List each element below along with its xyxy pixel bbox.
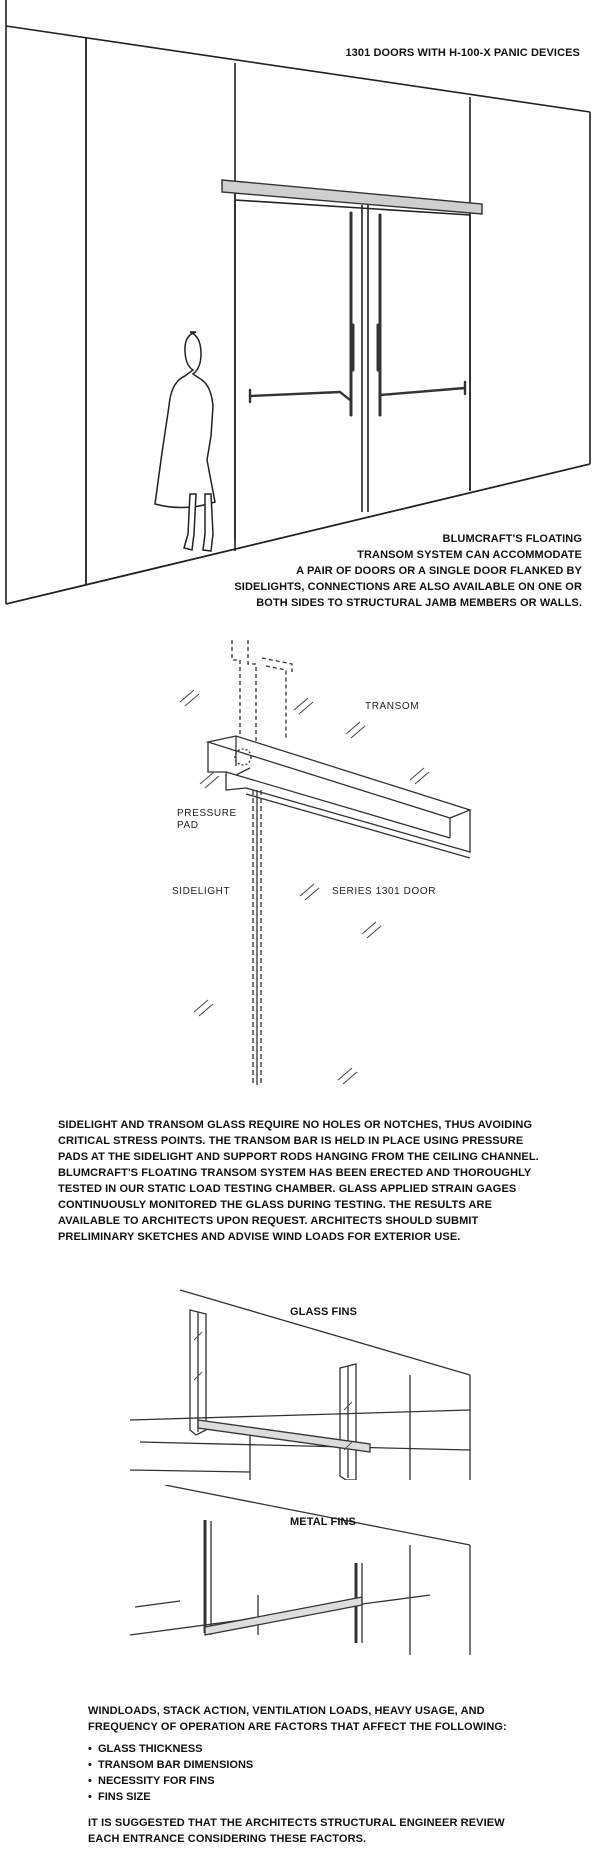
sidelight-label: SIDELIGHT xyxy=(172,886,231,897)
figure1-title: 1301 DOORS WITH H-100-X PANIC DEVICES xyxy=(345,47,580,59)
list-item: • FINS SIZE xyxy=(88,1789,253,1805)
figure1-caption xyxy=(82,531,582,611)
caption-line: A PAIR OF DOORS OR A SINGLE DOOR FLANKED BY xyxy=(296,565,582,577)
transom-bar xyxy=(222,180,482,214)
list-item: • GLASS THICKNESS xyxy=(88,1741,253,1757)
paragraph-line: CRITICAL STRESS POINTS. THE TRANSOM BAR IS HELD IN PLACE USING PRESSURE xyxy=(58,1135,524,1147)
glass-fins-label: GLASS FINS xyxy=(290,1306,358,1318)
suggestion-line: IT IS SUGGESTED THAT THE ARCHITECTS STRUCTURAL ENGINEER REVIEW xyxy=(88,1817,505,1829)
list-item: • TRANSOM BAR DIMENSIONS xyxy=(88,1757,253,1773)
paragraph-line: PADS AT THE SIDELIGHT AND SUPPORT RODS HANGING FROM THE CEILING CHANNEL. xyxy=(58,1151,539,1163)
paragraph-line: SIDELIGHT AND TRANSOM GLASS REQUIRE NO HOLES OR NOTCHES, THUS AVOIDING xyxy=(58,1119,533,1131)
caption-line: TRANSOM SYSTEM CAN ACCOMMODATE xyxy=(357,549,582,561)
factors-list xyxy=(88,1741,253,1805)
series-door-label: SERIES 1301 DOOR xyxy=(332,886,437,897)
paragraph-line: AVAILABLE TO ARCHITECTS UPON REQUEST. ARCHITECTS SHOULD SUBMIT xyxy=(58,1215,479,1227)
caption-line: BOTH SIDES TO STRUCTURAL JAMB MEMBERS OR WALLS. xyxy=(256,597,582,609)
transom-detail-drawing xyxy=(0,640,600,1110)
paragraph-line: CONTINUOUSLY MONITORED THE GLASS DURING TESTING. THE RESULTS ARE xyxy=(58,1199,493,1211)
metal-fins-drawing xyxy=(0,1485,600,1655)
intro-line: FREQUENCY OF OPERATION ARE FACTORS THAT AFFECT THE FOLLOWING: xyxy=(88,1721,507,1733)
list-item: • NECESSITY FOR FINS xyxy=(88,1773,253,1789)
caption-line: BLUMCRAFT'S FLOATING xyxy=(442,533,582,545)
glass-paragraph xyxy=(58,1117,588,1245)
person-silhouette xyxy=(155,332,215,551)
intro-line: WINDLOADS, STACK ACTION, VENTILATION LOADS, HEAVY USAGE, AND xyxy=(88,1705,485,1717)
suggestion-line: EACH ENTRANCE CONSIDERING THESE FACTORS. xyxy=(88,1833,367,1845)
transom-label: TRANSOM xyxy=(365,701,420,712)
paragraph-line: PRELIMINARY SKETCHES AND ADVISE WIND LOADS FOR EXTERIOR USE. xyxy=(58,1231,461,1243)
pressure-pad-label-line: PRESSURE xyxy=(177,808,237,819)
factors-intro xyxy=(88,1703,588,1735)
pressure-pad-label-line: PAD xyxy=(177,820,199,831)
paragraph-line: BLUMCRAFT'S FLOATING TRANSOM SYSTEM HAS BEEN ERECTED AND THOROUGHLY xyxy=(58,1167,532,1179)
entrance-elevation-drawing xyxy=(0,0,600,620)
pressure-pad-label xyxy=(177,808,237,832)
caption-line: SIDELIGHTS, CONNECTIONS ARE ALSO AVAILABLE ON ONE OR xyxy=(234,581,582,593)
paragraph-line: TESTED IN OUR STATIC LOAD TESTING CHAMBER. GLASS APPLIED STRAIN GAGES xyxy=(58,1183,517,1195)
metal-fins-label: METAL FINS xyxy=(290,1516,356,1528)
suggestion-note xyxy=(88,1815,588,1847)
